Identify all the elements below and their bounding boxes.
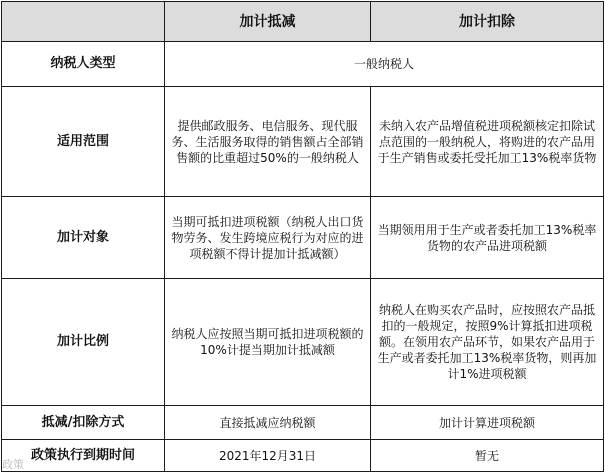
watermark: 政策 xyxy=(2,458,24,471)
table-header-row xyxy=(2,2,604,42)
header-corner-cell xyxy=(2,2,165,42)
row-label-expiry: 政策执行到期时间 xyxy=(2,440,165,472)
object-deduct: 当期领用用于生产或者委托加工13%税率货物的农产品进项税额 xyxy=(371,197,604,279)
row-label-taxpayer-type: 纳税人类型 xyxy=(2,42,165,87)
table-row xyxy=(2,440,604,472)
object-credit: 当期可抵扣进项税额（纳税人出口货物劳务、发生跨境应税行为对应的进项税额不得计提加计抵减额） xyxy=(165,197,371,279)
method-deduct: 加计计算进项税额 xyxy=(371,406,604,440)
header-deduct: 加计扣除 xyxy=(371,2,604,42)
ratio-credit: 纳税人应按照当期可抵扣进项税额的10%计提当期加计抵减额 xyxy=(165,279,371,406)
table-row xyxy=(2,279,604,406)
row-label-scope: 适用范围 xyxy=(2,87,165,197)
table-row xyxy=(2,42,604,87)
header-credit: 加计抵减 xyxy=(165,2,371,42)
row-label-ratio: 加计比例 xyxy=(2,279,165,406)
ratio-deduct: 纳税人在购买农产品时，应按照农产品抵扣的一般规定，按照9%计算抵扣进项税额。在领用农产品环节，如果农产品用于生产或者委托加工13%税率货物，则再加计1%进项税额 xyxy=(371,279,604,406)
row-label-object: 加计对象 xyxy=(2,197,165,279)
table-row xyxy=(2,406,604,440)
method-credit: 直接抵减应纳税额 xyxy=(165,406,371,440)
row-label-method: 抵减/扣除方式 xyxy=(2,406,165,440)
scope-credit: 提供邮政服务、电信服务、现代服务、生活服务取得的销售额占全部销售额的比重超过50%的一般纳税人 xyxy=(165,87,371,197)
expiry-credit: 2021年12月31日 xyxy=(165,440,371,472)
expiry-deduct: 暂无 xyxy=(371,440,604,472)
taxpayer-type-value: 一般纳税人 xyxy=(165,42,604,87)
table-row xyxy=(2,197,604,279)
table-row xyxy=(2,87,604,197)
tax-comparison-table xyxy=(1,1,604,472)
scope-deduct: 未纳入农产品增值税进项税额核定扣除试点范围的一般纳税人，将购进的农产品用于生产销售或委托受托加工13%税率货物 xyxy=(371,87,604,197)
